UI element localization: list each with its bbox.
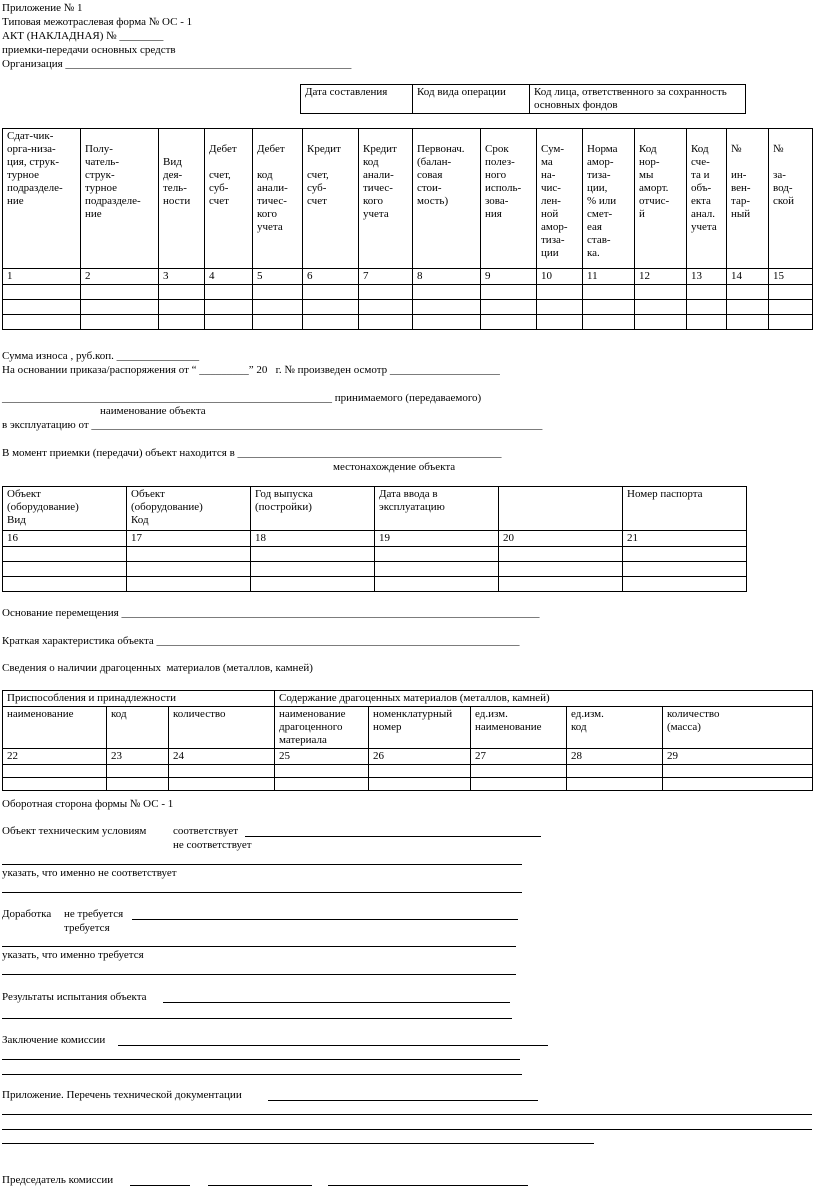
- col-number: 9: [481, 269, 537, 285]
- rework-line[interactable]: [132, 919, 518, 920]
- pm-header-quantity: количество: [169, 707, 275, 749]
- blank-line[interactable]: [2, 864, 522, 865]
- precious-info-label: Сведения о наличии драгоценных материалов (металлов, камней): [2, 662, 313, 674]
- header-credit-account: Кредит счет, суб- счет: [303, 129, 359, 269]
- blank-line[interactable]: [2, 1018, 512, 1019]
- col-number: 24: [169, 749, 275, 765]
- complies-line[interactable]: [245, 836, 541, 837]
- pm-header-material-name: наименование драгоценного материала: [275, 707, 369, 749]
- not-complies-option[interactable]: не соответствует: [173, 839, 252, 851]
- test-results-label: Результаты испытания объекта: [2, 991, 147, 1003]
- header-initial-cost: Первонач. (балан- совая стои- мость): [413, 129, 481, 269]
- col-number: 23: [107, 749, 169, 765]
- col-number: 13: [687, 269, 727, 285]
- wear-sum-field[interactable]: Сумма износа , руб.коп. _______________: [2, 350, 200, 362]
- column-numbers-row: [3, 749, 813, 765]
- blank-line[interactable]: [2, 1114, 812, 1115]
- pm-header-mass: количество (масса): [663, 707, 813, 749]
- col-number: 8: [413, 269, 481, 285]
- object-name-caption: наименование объекта: [100, 405, 206, 417]
- col-number: 6: [303, 269, 359, 285]
- basis-order-field[interactable]: На основании приказа/распоряжения от “ _________” 20 г. № произведен осмотр ____________________: [2, 364, 500, 376]
- col-number: 25: [275, 749, 369, 765]
- col-number: 4: [205, 269, 253, 285]
- group-precious-content: Содержание драгоценных материалов (металлов, камней): [275, 691, 813, 707]
- col-number: 10: [537, 269, 583, 285]
- codes-table: [300, 84, 746, 114]
- blank-line[interactable]: [2, 1074, 522, 1075]
- header-useful-life: Срок полез- ного исполь- зова- ния: [481, 129, 537, 269]
- col-number: 21: [623, 531, 747, 547]
- header-receiver: Полу- чатель- струк- турное подразделе- ние: [81, 129, 159, 269]
- act-subtitle: приемки-передачи основных средств: [2, 44, 176, 56]
- appendix-docs-label: Приложение. Перечень технической документации: [2, 1089, 242, 1101]
- col-number: 22: [3, 749, 107, 765]
- pm-header-name: наименование: [3, 707, 107, 749]
- header-credit-code: Кредит код анали- тичес- кого учета: [359, 129, 413, 269]
- header-account-code: Код сче- та и объ- екта анал. учета: [687, 129, 727, 269]
- header-activity: Вид дея- тель- ности: [159, 129, 205, 269]
- header-sender: Сдат-чик- орга-низа- ция, струк- турное подразделе- ние: [3, 129, 81, 269]
- header-rate-code: Код нор- мы аморт. отчис- й: [635, 129, 687, 269]
- table-row[interactable]: [3, 300, 813, 315]
- test-results-line[interactable]: [163, 1002, 510, 1003]
- table-row[interactable]: [3, 778, 813, 791]
- blank-line[interactable]: [2, 1129, 812, 1130]
- obj-header-date: Дата ввода в эксплуатацию: [375, 487, 499, 531]
- conclusion-label: Заключение комиссии: [2, 1034, 106, 1046]
- precious-table: [2, 690, 813, 791]
- col-number: 11: [583, 269, 635, 285]
- table-row[interactable]: [3, 315, 813, 330]
- column-numbers-row: [3, 531, 747, 547]
- date-cell[interactable]: Дата составления: [301, 85, 413, 114]
- obj-header-empty: [499, 487, 623, 531]
- col-number: 16: [3, 531, 127, 547]
- obj-header-type: Объект (оборудование) Вид: [3, 487, 127, 531]
- chairman-name-line[interactable]: [328, 1185, 528, 1186]
- table-row[interactable]: [3, 577, 747, 592]
- col-number: 19: [375, 531, 499, 547]
- organization-field[interactable]: Организация ____________________________________________________: [2, 58, 352, 70]
- blank-line[interactable]: [2, 1143, 594, 1144]
- blank-line[interactable]: [2, 946, 516, 947]
- header-factory-no: № за- вод- ской: [769, 129, 813, 269]
- tech-conditions-label: Объект техническим условиям: [2, 825, 147, 837]
- rework-label: Доработка: [2, 908, 52, 920]
- blank-line[interactable]: [2, 974, 516, 975]
- col-number: 12: [635, 269, 687, 285]
- col-number: 5: [253, 269, 303, 285]
- pm-header-nomenclature: номенклатурный номер: [369, 707, 471, 749]
- chairman-label: Председатель комиссии: [2, 1174, 114, 1186]
- obj-header-year: Год выпуска (постройки): [251, 487, 375, 531]
- group-accessories: Приспособления и принадлежности: [3, 691, 275, 707]
- responsible-code-cell[interactable]: Код лица, ответственного за сохранность основных фондов: [530, 85, 746, 114]
- into-operation-field[interactable]: в эксплуатацию от __________________________________________________________________________________: [2, 419, 543, 431]
- specify-not-complies-label: указать, что именно не соответствует: [2, 867, 177, 879]
- back-side-title: Оборотная сторона формы № ОС - 1: [2, 798, 174, 810]
- header-debit-account: Дебет счет, суб- счет: [205, 129, 253, 269]
- specify-required-label: указать, что именно требуется: [2, 949, 144, 961]
- header-depreciation-sum: Сум- ма на- чис- лен- ной амор- тиза- ции: [537, 129, 583, 269]
- short-description-field[interactable]: Краткая характеристика объекта __________________________________________________________________: [2, 635, 520, 647]
- table-row[interactable]: [3, 547, 747, 562]
- rework-not-required-option[interactable]: не требуется: [64, 908, 124, 920]
- col-number: 29: [663, 749, 813, 765]
- col-number: 2: [81, 269, 159, 285]
- conclusion-line[interactable]: [118, 1045, 548, 1046]
- obj-header-code: Объект (оборудование) Код: [127, 487, 251, 531]
- col-number: 15: [769, 269, 813, 285]
- movement-basis-field[interactable]: Основание перемещения ____________________________________________________________________________: [2, 607, 540, 619]
- col-number: 1: [3, 269, 81, 285]
- table-row[interactable]: [3, 765, 813, 778]
- header-debit-code: Дебет код анали- тичес- кого учета: [253, 129, 303, 269]
- main-table: [2, 128, 813, 330]
- col-number: 18: [251, 531, 375, 547]
- complies-option[interactable]: соответствует: [173, 825, 239, 837]
- col-number: 26: [369, 749, 471, 765]
- table-row[interactable]: [3, 285, 813, 300]
- pm-header-unit-code: ед.изм. код: [567, 707, 663, 749]
- accepted-object-field[interactable]: ____________________________________________________________ принимаемого (передаваемого): [2, 392, 482, 404]
- col-number: 17: [127, 531, 251, 547]
- operation-code-cell[interactable]: Код вида операции: [413, 85, 530, 114]
- chairman-signature-line[interactable]: [208, 1185, 312, 1186]
- location-caption: местонахождение объекта: [333, 461, 456, 473]
- header-inventory-no: № ин- вен- тар- ный: [727, 129, 769, 269]
- table-row[interactable]: [3, 562, 747, 577]
- rework-required-option[interactable]: требуется: [64, 922, 110, 934]
- object-table: [2, 486, 747, 592]
- act-title: АКТ (НАКЛАДНАЯ) № ________: [2, 30, 164, 42]
- col-number: 28: [567, 749, 663, 765]
- obj-header-passport: Номер паспорта: [623, 487, 747, 531]
- blank-line[interactable]: [2, 892, 522, 893]
- column-numbers-row: [3, 269, 813, 285]
- blank-line[interactable]: [2, 1059, 520, 1060]
- col-number: 3: [159, 269, 205, 285]
- location-field[interactable]: В момент приемки (передачи) объект находится в ________________________________________________: [2, 447, 502, 459]
- header-depreciation-rate: Норма амор- тиза- ции, % или смет- еая став- ка.: [583, 129, 635, 269]
- col-number: 7: [359, 269, 413, 285]
- col-number: 14: [727, 269, 769, 285]
- chairman-position-line[interactable]: [130, 1185, 190, 1186]
- appendix-docs-line[interactable]: [268, 1100, 538, 1101]
- col-number: 27: [471, 749, 567, 765]
- col-number: 20: [499, 531, 623, 547]
- pm-header-unit-name: ед.изм. наименование: [471, 707, 567, 749]
- appendix-label: Приложение № 1: [2, 2, 83, 14]
- pm-header-code: код: [107, 707, 169, 749]
- form-title: Типовая межотраслевая форма № ОС - 1: [2, 16, 193, 28]
